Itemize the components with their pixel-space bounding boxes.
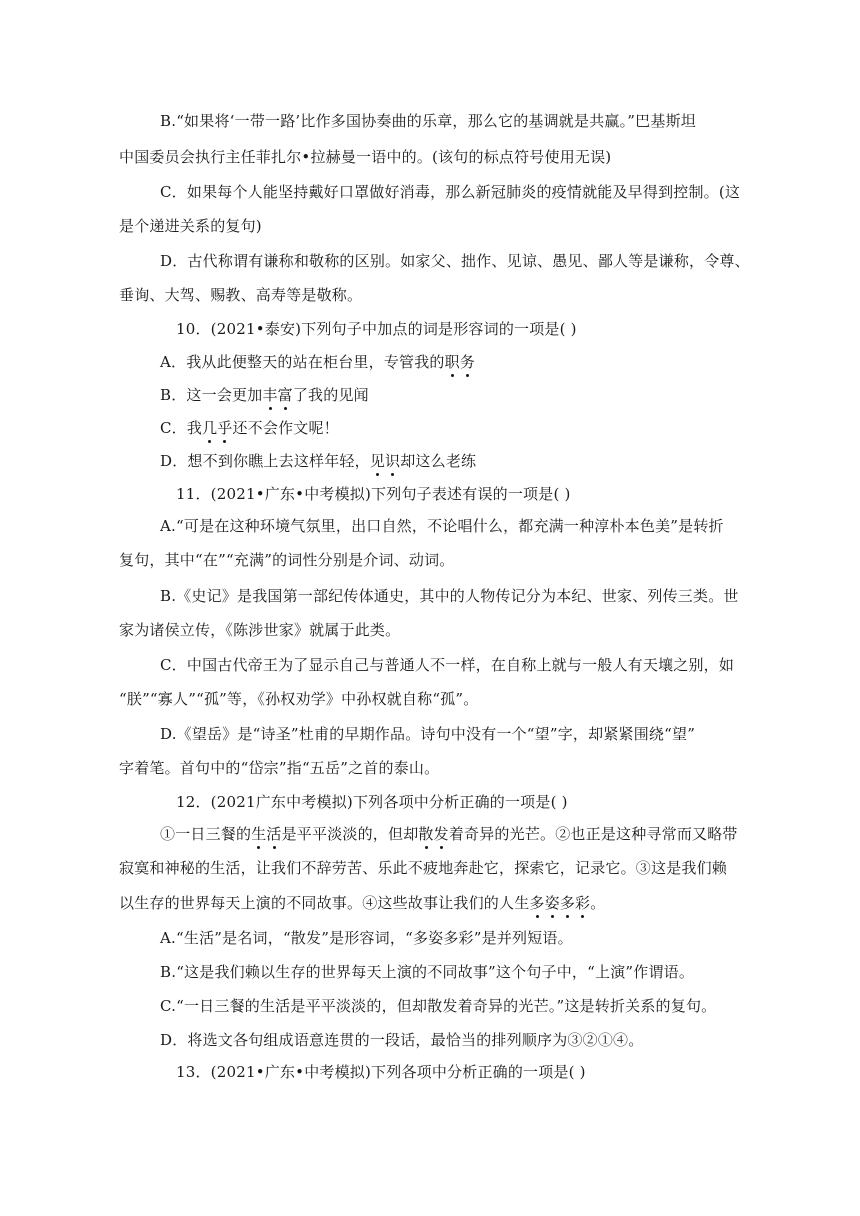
q12-dotted-word-duozi <box>529 894 590 912</box>
q10-option-c-text-end: 还不会作文呢！ <box>232 419 339 437</box>
emphasis-character: 活 <box>266 825 282 843</box>
q12-option-a: A.“生活”是名词，“散发”是形容词，“多姿多彩”是并列短语。 <box>160 929 573 947</box>
q10-option-c <box>160 418 339 438</box>
q12-passage-line3 <box>119 893 605 913</box>
emphasis-character: 务 <box>459 353 476 371</box>
emphasis-character: 发 <box>433 825 449 843</box>
q12-passage-text-3: 以生存的世界每天上演的不同故事。④这些故事让我们的人生 <box>119 894 530 912</box>
emphasis-character: 多 <box>529 894 545 912</box>
q10-option-d <box>160 451 476 471</box>
q9-option-b-line1: B.“如果将‘一带一路’比作多国协奏曲的乐章，那么它的基调就是共赢。”巴基斯坦 <box>160 112 696 130</box>
q11-option-d-line1: D.《望岳》是“诗圣”杜甫的早期作品。诗句中没有一个“望”字，却紧紧围绕“望” <box>160 725 696 743</box>
q10-option-d-text: D．想不到你瞧上去这样年轻， <box>160 452 370 470</box>
emphasis-character: 多 <box>559 894 576 912</box>
q10-stem: 10．(2021•泰安)下列句子中加点的词是形容词的一项是( ) <box>176 320 577 338</box>
q10-option-b-dotted-word <box>262 386 292 404</box>
q11-option-c-line2: “朕”“寡人”“孤”等，《孙权劝学》中孙权就自称“孤”。 <box>119 690 479 708</box>
q12-passage-line1 <box>160 824 738 844</box>
q12-option-b: B.“这是我们赖以生存的世界每天上演的不同故事”这个句子中，“上演”作谓语。 <box>160 963 695 981</box>
emphasis-character: 姿 <box>544 894 560 912</box>
q9-option-c-line1: C．如果每个人能坚持戴好口罩做好消毒，那么新冠肺炎的疫情就能及早得到控制。(这 <box>160 183 741 201</box>
emphasis-character: 乎 <box>217 419 233 437</box>
q11-option-c-line1: C．中国古代帝王为了显示自己与普通人不一样，在自称上就与一般人有天壤之别，如 <box>160 656 735 674</box>
q10-option-c-dotted-word <box>202 419 232 437</box>
emphasis-character: 几 <box>202 419 218 437</box>
q10-option-b <box>160 385 369 405</box>
q12-dotted-word-shenghuo <box>251 825 281 843</box>
q10-option-a-text: A．我从此便整天的站在柜台里，专管我的 <box>160 353 445 371</box>
q12-passage-text-mid: 是平平淡淡的，但却 <box>281 825 419 843</box>
q10-option-c-text: C．我 <box>160 419 203 437</box>
q10-option-b-text: B．这一会更加 <box>160 386 263 404</box>
q12-option-d: D．将选文各句组成语意连贯的一段话，最恰当的排列顺序为③②①④。 <box>160 1031 644 1049</box>
emphasis-character: 富 <box>277 386 293 404</box>
q13-stem: 13．(2021•广东•中考模拟)下列各项中分析正确的一项是( ) <box>176 1063 586 1081</box>
q11-option-d-line2: 字着笔。首句中的“岱宗”指“五岳”之首的泰山。 <box>119 759 440 777</box>
emphasis-character: 生 <box>251 825 267 843</box>
q11-option-b-line2: 家为诸侯立传，《陈涉世家》就属于此类。 <box>119 621 401 639</box>
emphasis-character: 丰 <box>262 386 278 404</box>
q11-stem: 11．(2021•广东•中考模拟)下列句子表述有误的一项是( ) <box>176 485 571 503</box>
emphasis-character: 职 <box>444 353 460 371</box>
q12-passage-text-3-end: 。 <box>590 894 606 912</box>
q12-option-c: C.“一日三餐的生活是平平淡淡的，但却散发着奇异的光芒。”这是转折关系的复句。 <box>160 997 717 1015</box>
emphasis-character: 识 <box>385 452 401 470</box>
q9-option-d-line1: D．古代称谓有谦称和敬称的区别。如家父、拙作、见谅、愚见、鄙人等是谦称，令尊、 <box>160 252 750 270</box>
q9-option-d-line2: 垂询、大驾、赐教、高寿等是敬称。 <box>119 286 363 304</box>
q10-option-d-text-end: 却这么老练 <box>400 452 477 470</box>
q10-option-a-dotted-word <box>445 353 475 371</box>
q12-dotted-word-sanfa <box>418 825 448 843</box>
q12-passage-text-end: 着奇异的光芒。②也正是这种寻常而又略带 <box>448 825 738 843</box>
emphasis-character: 见 <box>369 452 386 470</box>
q12-stem: 12．(2021广东中考模拟)下列各项中分析正确的一项是( ) <box>176 793 568 811</box>
q11-option-a-line1: A.“可是在这种环境气氛里，出口自然，不论唱什么，都充满一种淳朴本色美”是转折 <box>160 517 724 535</box>
q12-passage-text: ①一日三餐的 <box>160 825 252 843</box>
q9-option-c-line2: 是个递进关系的复句) <box>119 217 262 235</box>
q11-option-a-line2: 复句，其中“在”“充满”的词性分别是介词、动词。 <box>119 551 455 569</box>
q11-option-b-line1: B.《史记》是我国第一部纪传体通史，其中的人物传记分为本纪、世家、列传三类。世 <box>160 587 739 605</box>
q12-passage-line2: 寂寞和神秘的生活，让我们不辞劳苦、乐此不疲地奔赴它，探索它，记录它。③这是我们赖 <box>119 859 728 877</box>
emphasis-character: 散 <box>418 825 434 843</box>
q10-option-d-dotted-word <box>370 452 400 470</box>
q10-option-b-text-end: 了我的见闻 <box>292 386 369 404</box>
emphasis-character: 彩 <box>575 894 591 912</box>
q10-option-a <box>160 352 475 372</box>
q9-option-b-line2: 中国委员会执行主任菲扎尔•拉赫曼一语中的。(该句的标点符号使用无误) <box>119 148 612 166</box>
